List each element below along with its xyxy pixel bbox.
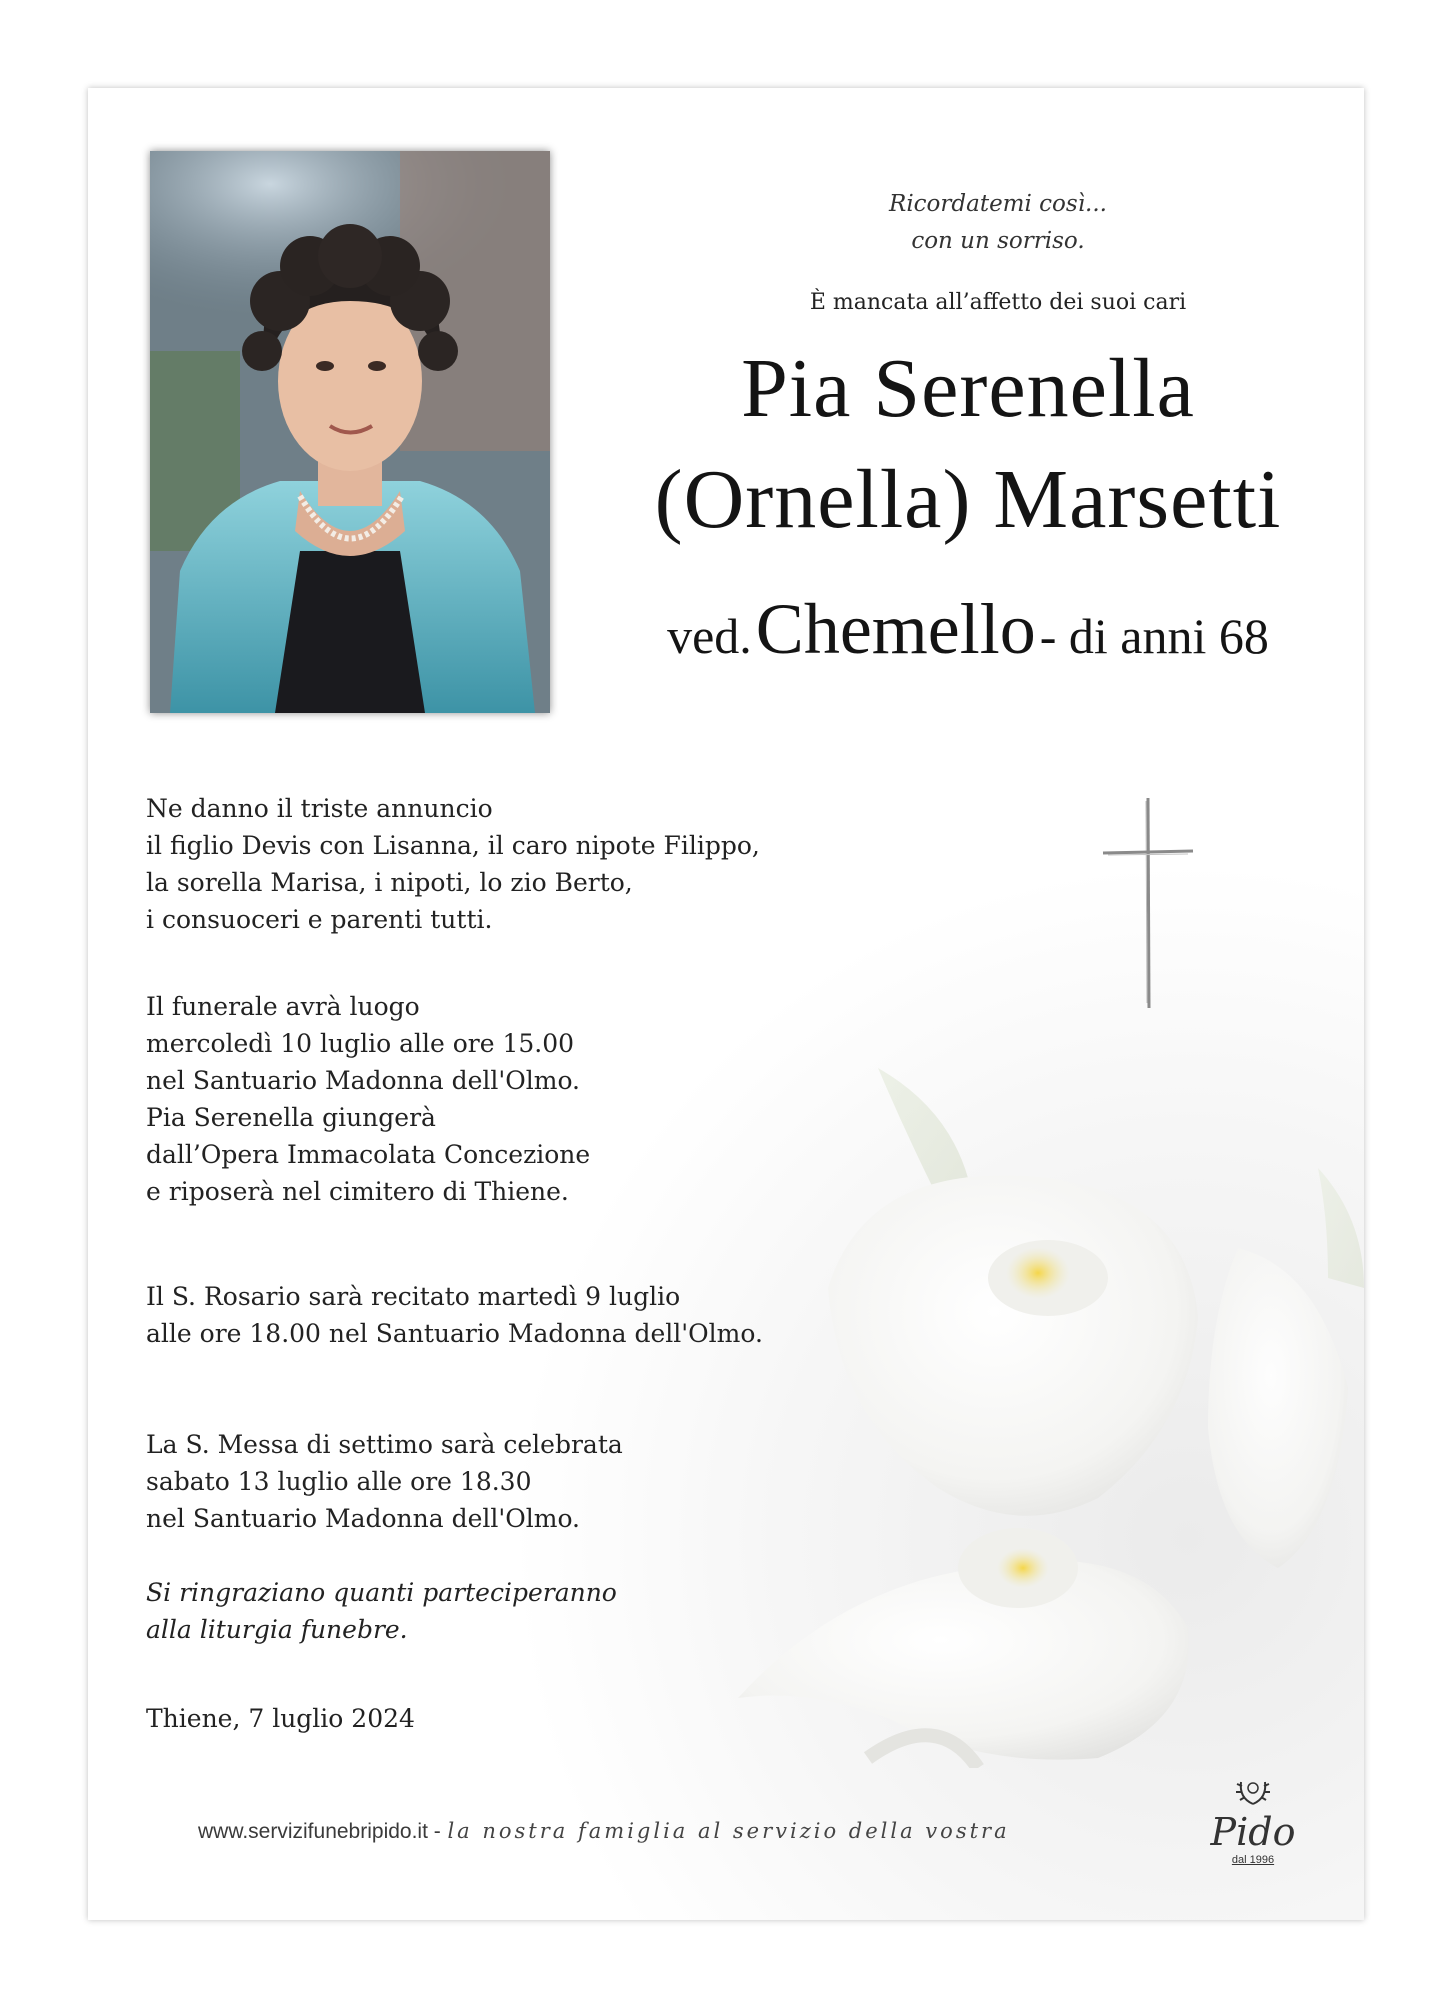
wreath-icon [1233,1774,1273,1808]
text-line: Pia Serenella giungerà [146,1103,436,1132]
text-line: Il funerale avrà luogo [146,992,420,1021]
text-line: La S. Messa di settimo sarà celebrata [146,1430,623,1459]
intro-text: È mancata all’affetto dei suoi cari [809,290,1187,315]
epigraph-line-1: Ricordatemi così... [889,191,1107,217]
age-text: - di anni 68 [1039,608,1269,664]
text-line: dall’Opera Immacolata Concezione [146,1140,591,1169]
funeral-home-logo [1193,1774,1313,1866]
deceased-name-line-1: Pia Serenella [741,342,1195,435]
married-name-and-age [578,588,1358,671]
text-line: e riposerà nel cimitero di Thiene. [146,1177,569,1206]
text-line: alle ore 18.00 nel Santuario Madonna dell'Olmo. [146,1319,763,1348]
text-line: alla liturgia funebre. [146,1615,408,1644]
calla-lily-flower [718,1068,1364,1772]
portrait-photo [150,151,550,713]
epigraph [648,186,1348,260]
place-date: Thiene, 7 luglio 2024 [146,1704,415,1733]
text-line: Si ringraziano quanti parteciperanno [146,1578,617,1607]
text-line: nel Santuario Madonna dell'Olmo. [146,1066,580,1095]
epigraph-line-2: con un sorriso. [911,228,1085,254]
text-line: il figlio Devis con Lisanna, il caro nipote Filippo, [146,831,760,860]
cross-icon [1098,793,1198,1017]
deceased-name-line-2: (Ornella) Marsetti [654,453,1282,546]
footer [198,1819,1010,1844]
text-line: mercoledì 10 luglio alle ore 15.00 [146,1029,575,1058]
logo-since: dal 1996 [1231,1854,1275,1866]
text-line: sabato 13 luglio alle ore 18.30 [146,1467,532,1496]
text-line: i consuoceri e parenti tutti. [146,905,493,934]
ved-prefix: ved. [667,608,752,664]
website-link[interactable]: www.servizifunebripido.it - [198,1820,441,1843]
announcement-block [146,790,886,938]
text-line: Il S. Rosario sarà recitato martedì 9 luglio [146,1282,681,1311]
married-surname: Chemello [755,589,1036,669]
text-line: la sorella Marisa, i nipoti, lo zio Berto, [146,868,633,897]
footer-motto: la nostra famiglia al servizio della vostra [447,1819,1010,1843]
obituary-notice [88,88,1364,1920]
text-line: nel Santuario Madonna dell'Olmo. [146,1504,580,1533]
text-line: Ne danno il triste annuncio [146,794,493,823]
logo-name: Pido [1210,1810,1296,1854]
